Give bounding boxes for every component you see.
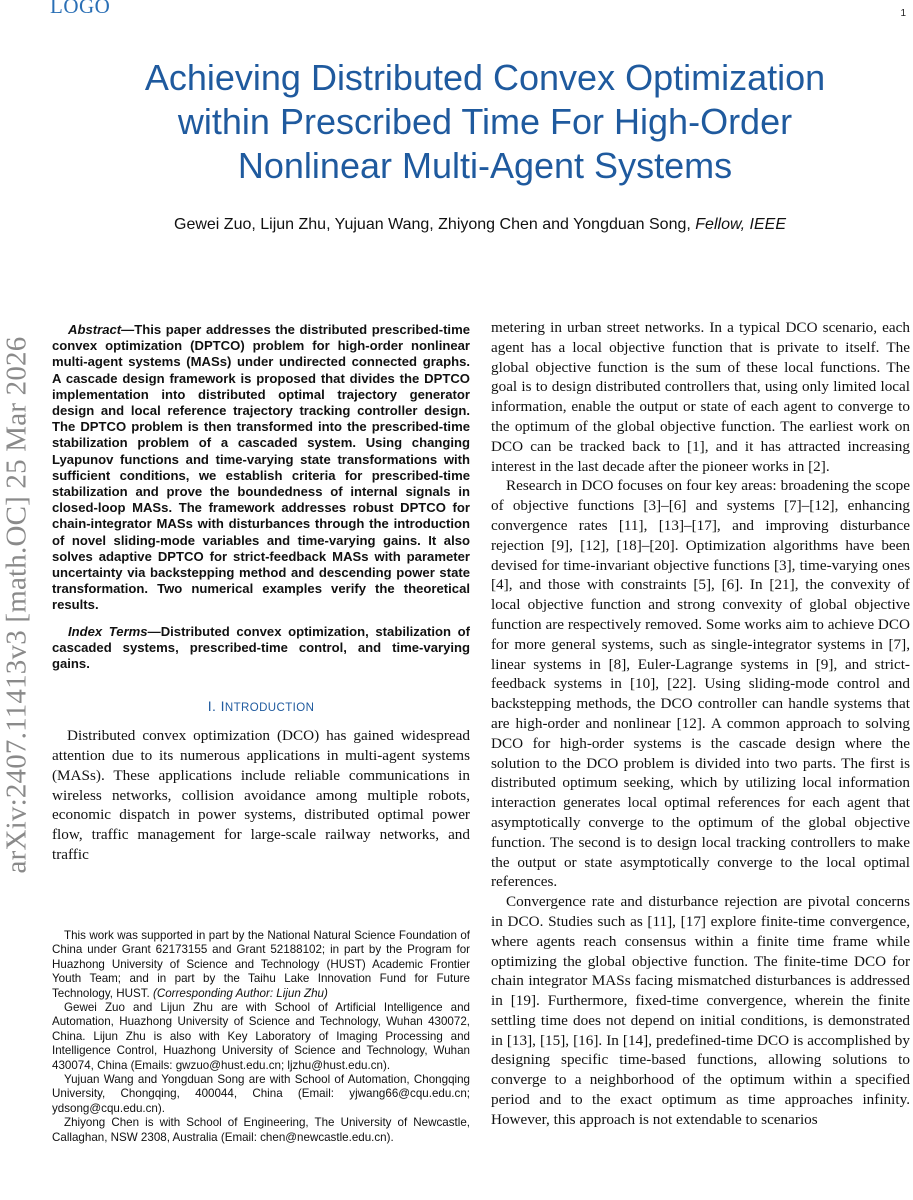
index-terms-text: Distributed convex optimization, stabilization of cascaded systems, prescribed-time control, and time-varying gains. [52,623,470,672]
journal-logo: LOGO [50,0,111,18]
intro-paragraph-2: Research in DCO focuses on four key areas: broadening the scope of objective functions [3]–[6] and systems [7]–[12], enhancing convergence rates [11], [13]–[17], and improving disturbance rejection [9], [12], [18]–[20]. Optimization algorithms have been devised for time-invariant objective functions [3], time-varying ones [4], and those with constraints [5], [6]. In [21], the convexity of local objective function and strong convexity of global objective function are respectively removed. Some works aim to achieve DCO for more general systems, such as single-integrator systems in [7], linear systems in [8], Euler-Lagrange systems in [9], and strict-feedback systems in [10], [22]. Using sliding-mode control and backstepping methods, the DCO controller can handle systems that are high-order and nonlinear [12]. A common approach to solving DCO for high-order systems is the cascade design where the solution to the DCO problem is divided into two parts. The first is distributed optimum seeking, which by utilizing local information interaction generates local optimal references for each agent that asymptotically converge to the optimum of the global objective function. The second is to design local tracking controllers to make the output or state asymptotically converge to the local optimal references. [491,477,910,891]
intro-paragraph-1: Distributed convex optimization (DCO) has gained widespread attention due to its numerous applications in multi-agent systems (MASs). These applications include reliable communications in wireless networks, collision avoidance among multiple robots, economic dispatch in power systems, distributed optimal power flow, traffic management for large-scale railway networks, and traffic [52,727,470,864]
index-terms [52,624,470,673]
author-fellow: Fellow, IEEE [695,216,786,233]
abstract [52,322,470,614]
abstract-label: Abstract— [68,322,135,337]
section-numeral: I. [207,698,217,715]
arxiv-stamp [2,290,32,920]
abstract-text: This paper addresses the distributed prescribed-time convex optimization (DPTCO) problem for high-order nonlinear multi-agent systems (MASs) under undirected connected graphs. A cascade design framework is proposed that divides the DPTCO implementation into distributed optimal trajectory generator design and local reference trajectory tracking controller design. The DPTCO problem is then transformed into the prescribed-time stabilization problem of a cascaded system. Using changing Lyapunov functions and time-varying state transformations with sufficient conditions, we establish criteria for prescribed-time stabilization and prove the boundedness of internal signals in closed-loop MASs. The framework addresses robust DPTCO for chain-integrator MASs with disturbances through the introduction of novel sliding-mode variables and time-varying gains. It also solves adaptive DPTCO for strict-feedback MASs with parameter uncertainty via backstepping method and descending power state transformation. Two numerical examples verify the theoretical results. [52,322,470,613]
arxiv-stamp-text: arXiv:2407.11413v3 [math.OC] 25 Mar 2026 [0,336,33,874]
footnote-corresponding: (Corresponding Author: Lijun Zhu) [152,986,328,1000]
section-heading-introduction [52,698,470,714]
title-line-3: Nonlinear Multi-Agent Systems [237,145,733,186]
title-line-2: within Prescribed Time For High-Order [177,101,793,142]
section-title-rest: NTRODUCTION [224,702,315,715]
footnote-affiliation-2: Yujuan Wang and Yongduan Song are with School of Automation, Chongqing University, Chongqing, 400044, China (Email: yjwang66@cqu.edu.cn; ydsong@cqu.edu.cn). [52,1073,470,1115]
footnote-affiliation-1: Gewei Zuo and Lijun Zhu are with School of Artificial Intelligence and Automation, Huazhong University of Science and Technology, Wuhan 430072, China. Lijun Zhu is also with Key Laboratory of Imaging Processing and Intelligence Control, Huazhong University of Science and Technology, Wuhan 430074, China (Emails: gwzuo@hust.edu.cn; ljzhu@hust.edu.cn). [52,1001,470,1072]
footnote-funding-text: This work was supported in part by the National Natural Science Foundation of China under Grant 62173155 and Grant 52188102; in part by the Program for Huazhong University of Science and Technology (HUST) Academic Frontier Youth Team; and in part by the Taihu Lake Innovation Fund for Future Technology, HUST. [52,929,470,1000]
title-line-1: Achieving Distributed Convex Optimization [144,57,826,98]
left-column [52,322,470,865]
page-number: 1 [900,8,906,19]
footnote-affiliation-3: Zhiyong Chen is with School of Engineering, The University of Newcastle, Callaghan, NSW 2308, Australia (Email: chen@newcastle.edu.cn). [52,1116,470,1144]
author-list [60,216,900,234]
index-terms-label: Index Terms— [68,623,161,639]
right-column [491,318,910,1130]
section-first-letter: I [220,698,225,715]
footnote-funding [52,929,470,1001]
footnotes [52,929,470,1145]
intro-paragraph-3: Convergence rate and disturbance rejection are pivotal concerns in DCO. Studies such as [11], [17] explore finite-time convergence, where agents reach consensus within a finite time frame while optimizing the global objective function. The finite-time DCO for chain integrator MASs facing mismatched disturbances is addressed in [19]. Furthermore, fixed-time convergence, wherein the finite settling time does not depend on initial conditions, is demonstrated in [13], [15], [16]. In [14], predefined-time DCO is accomplished by designing specific time-based functions, allowing solutions to converge to a neighborhood of the optimum within a specified period and to the exact optimum as time approaches infinity. However, this approach is not extendable to scenarios [491,893,910,1128]
author-names: Gewei Zuo, Lijun Zhu, Yujuan Wang, Zhiyong Chen and Yongduan Song, [174,216,691,233]
paper-title [60,56,910,188]
intro-continuation: metering in urban street networks. In a typical DCO scenario, each agent has a local objective function that is private to itself. The global objective function is the sum of these local functions. The goal is to design distributed controllers that, using only limited local information, enable the output or state of each agent to converge to the optimum of the global objective function. The earliest work on DCO can be tracked back to [1], and it has attracted increasing interest in the last decade after the pioneer works in [2]. [491,319,910,475]
